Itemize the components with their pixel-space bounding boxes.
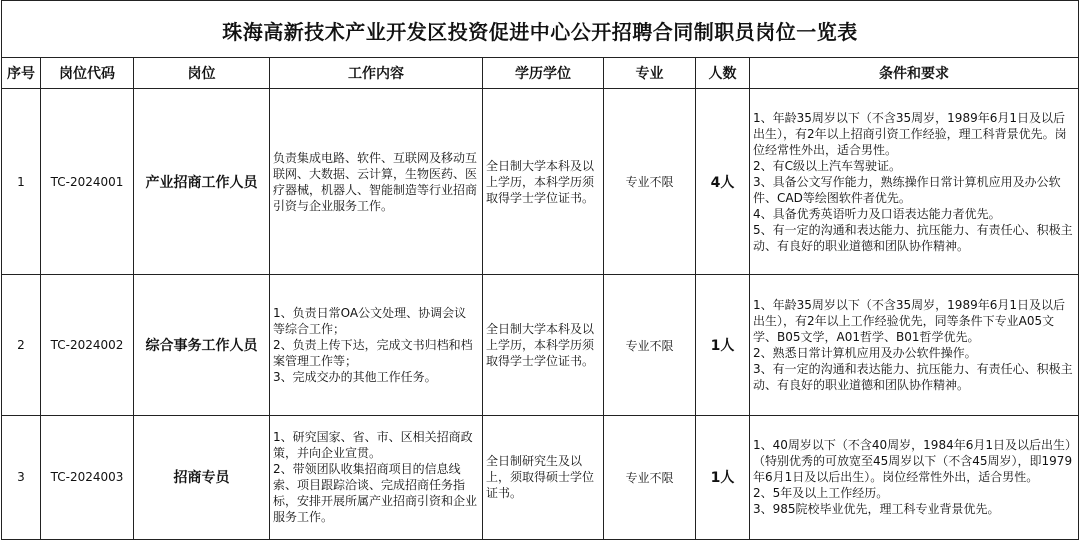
post-name: 综合事务工作人员	[134, 275, 270, 415]
requirement-line: 2、5年及以上工作经历。	[753, 486, 889, 501]
table-row	[2, 275, 1079, 415]
post-name: 招商专员	[134, 415, 270, 539]
duty-line: 1、研究国家、省、市、区相关招商政策，并向企业宣贯。	[273, 430, 473, 461]
duty-line: 2、负责上传下达，完成文书归档和档案管理工作等；	[273, 338, 473, 369]
row-number: 3	[2, 415, 41, 539]
header-requirements: 条件和要求	[750, 58, 1079, 89]
headcount-cell: 1人	[696, 415, 750, 539]
header-duties: 工作内容	[270, 58, 483, 89]
post-code: TC-2024003	[41, 415, 134, 539]
requirement-line: 1、40周岁以下（不含40周岁，1984年6月1日及以后出生）（特别优秀的可放宽至45周岁以下（不含45周岁），即1979年6月1日及以后出生）。岗位经常性外出，适合男性。	[753, 438, 1073, 485]
requirement-line: 3、985院校毕业优先，理工科专业背景优先。	[753, 502, 1000, 517]
post-code: TC-2024001	[41, 89, 134, 275]
requirements-cell	[750, 89, 1079, 275]
requirement-line: 3、具备公文写作能力，熟练操作日常计算机应用及办公软件、CAD等绘图软件者优先。	[753, 174, 1061, 205]
header-no: 序号	[2, 58, 41, 89]
headcount-cell: 4人	[696, 89, 750, 275]
duties-cell	[270, 275, 483, 415]
header-code: 岗位代码	[41, 58, 134, 89]
major-cell: 专业不限	[604, 89, 696, 275]
table-title: 珠海高新技术产业开发区投资促进中心公开招聘合同制职员岗位一览表	[2, 1, 1079, 58]
duties-cell	[270, 89, 483, 275]
row-number: 1	[2, 89, 41, 275]
duties-cell	[270, 415, 483, 539]
requirement-line: 1、年龄35周岁以下（不含35周岁，1989年6月1日及以后出生），有2年以上招商引资工作经验，理工科背景优先。岗位经常性外出，适合男性。	[753, 110, 1067, 157]
requirement-line: 3、有一定的沟通和表达能力、抗压能力、有责任心、积极主动、有良好的职业道德和团队协作精神。	[753, 362, 1073, 393]
major-cell: 专业不限	[604, 415, 696, 539]
requirement-line: 2、熟悉日常计算机应用及办公软件操作。	[753, 346, 977, 361]
post-code: TC-2024002	[41, 275, 134, 415]
header-education: 学历学位	[483, 58, 604, 89]
requirement-line: 4、具备优秀英语听力及口语表达能力者优先。	[753, 206, 1001, 221]
requirement-line: 5、有一定的沟通和表达能力、抗压能力、有责任心、积极主动、有良好的职业道德和团队协作精神。	[753, 222, 1073, 253]
education-cell: 全日制大学本科及以上学历，本科学历须取得学士学位证书。	[483, 89, 604, 275]
duty-line: 2、带领团队收集招商项目的信息线索、项目跟踪洽谈、完成招商任务指标，安排开展所属产业招商引资和企业服务工作。	[273, 462, 478, 525]
requirements-cell	[750, 275, 1079, 415]
requirements-cell	[750, 415, 1079, 539]
education-cell: 全日制研究生及以上，须取得硕士学位证书。	[483, 415, 604, 539]
duty-line: 1、负责日常OA公文处理、协调会议等综合工作；	[273, 306, 467, 337]
requirement-line: 2、有C级以上汽车驾驶证。	[753, 158, 902, 173]
requirement-line: 1、年龄35周岁以下（不含35周岁，1989年6月1日及以后出生），有2年以上工作经验优先，同等条件下专业A05文学、B05文学，A01哲学、B01哲学优先。	[753, 298, 1065, 345]
row-number: 2	[2, 275, 41, 415]
post-name: 产业招商工作人员	[134, 89, 270, 275]
education-cell: 全日制大学本科及以上学历，本科学历须取得学士学位证书。	[483, 275, 604, 415]
table-row	[2, 415, 1079, 539]
job-table	[1, 0, 1079, 540]
table-row	[2, 89, 1079, 275]
table-header-row	[2, 58, 1079, 89]
major-cell: 专业不限	[604, 275, 696, 415]
headcount-cell: 1人	[696, 275, 750, 415]
header-count: 人数	[696, 58, 750, 89]
header-post: 岗位	[134, 58, 270, 89]
header-major: 专业	[604, 58, 696, 89]
duty-line: 负责集成电路、软件、互联网及移动互联网、大数据、云计算，生物医药、医疗器械，机器人、智能制造等行业招商引资与企业服务工作。	[273, 150, 478, 213]
duty-line: 3、完成交办的其他工作任务。	[273, 370, 437, 385]
